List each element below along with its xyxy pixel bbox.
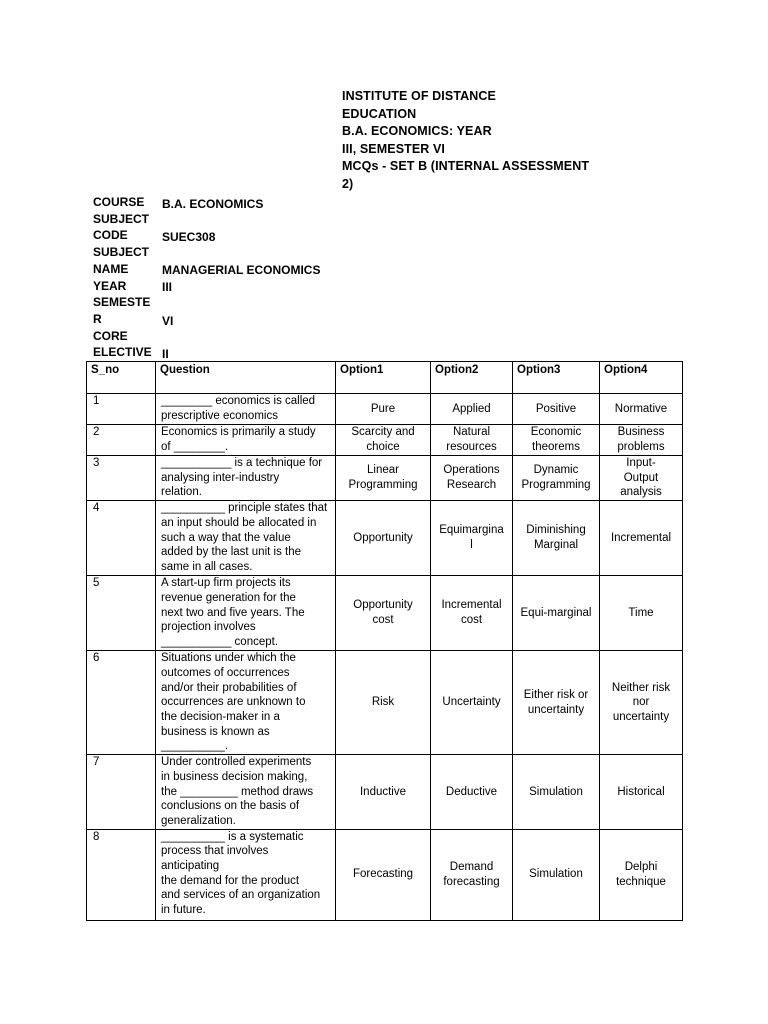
core-label: CORE [93,328,128,343]
question-line: anticipating [161,860,220,873]
question-line: the decision-maker in a [161,710,280,723]
option-line: forecasting [443,875,500,888]
question-line: __________. [161,740,229,753]
option-3-cell [513,456,600,501]
option-line: Output [623,471,659,484]
question-line: of ________. [161,440,229,453]
column-header: Option3 [513,362,600,394]
question-line: ________ economics is called [161,395,316,407]
question-line: Under controlled experiments [161,756,312,769]
question-line: __________ principle states that [161,502,328,515]
option-line: Linear [367,464,399,477]
option-4-cell [600,425,683,456]
question-line: relation. [161,486,202,499]
elective-value: II [162,347,169,361]
column-header: Option2 [431,362,513,394]
semester-label: R [93,311,102,326]
question-line: the demand for the product [161,874,300,887]
option-2-cell [431,829,513,920]
course-value: B.A. ECONOMICS [162,197,264,211]
option-line: Programming [521,479,591,492]
option-1-cell [336,425,431,456]
option-2-cell [431,755,513,830]
table-row [87,651,683,755]
question-line: generalization. [161,814,236,827]
option-4-cell [600,576,683,651]
option-3-cell [513,576,600,651]
option-line: Equi-marginal [520,606,592,619]
option-3-cell [513,425,600,456]
option-line: cost [460,614,483,627]
elective-label: ELECTIVE [93,345,152,360]
option-1-cell [336,394,431,425]
subject-name-label: NAME [93,261,129,276]
option-4-cell [600,501,683,576]
question-text [156,576,336,651]
question-line: an input should be allocated in [161,516,317,529]
question-line: ___________ is a technique for [161,457,323,469]
option-line: Diminishing [526,524,586,537]
question-line: prescriptive economics [161,409,278,422]
title-line: INSTITUTE OF DISTANCE [342,89,496,103]
option-1-cell [336,501,431,576]
option-line: Marginal [533,539,579,552]
option-line: Historical [617,785,665,798]
option-line: Dynamic [533,464,579,477]
column-header: Question [156,362,336,394]
option-1-cell [336,755,431,830]
option-line: Inductive [359,785,407,798]
option-4-cell [600,394,683,425]
option-3-cell [513,651,600,755]
question-line: same in all cases. [161,560,253,573]
table-row [87,755,683,830]
subject-code-value: SUEC308 [162,230,216,244]
question-number: 4 [87,501,156,576]
option-line: Incremental [610,531,672,544]
question-line: Economics is primarily a study [161,426,316,438]
course-label: COURSE [93,195,145,209]
option-line: Risk [371,696,395,709]
option-line: technique [616,875,666,888]
option-line: Time [628,606,654,619]
question-line: such a way that the value [161,531,291,544]
mcq-table [86,361,683,921]
question-line: next two and five years. The [161,606,305,619]
document-title [342,88,602,194]
option-line: Research [446,479,497,492]
table-row [87,394,683,425]
option-line: Neither risk [611,681,671,694]
question-number: 3 [87,456,156,501]
meta-labels [93,194,152,361]
question-number: 6 [87,651,156,755]
option-line: Opportunity [353,599,413,612]
option-line: analysis [620,486,662,499]
option-2-cell [431,425,513,456]
question-number: 1 [87,394,156,425]
option-line: Positive [535,402,577,415]
question-number: 5 [87,576,156,651]
subject-code-label: CODE [93,228,128,243]
table-header-row [87,362,683,394]
question-line: revenue generation for the [161,591,296,604]
question-line: in future. [161,904,206,917]
table-body [87,394,683,921]
question-text [156,456,336,501]
option-line: theorems [532,441,580,453]
question-line: the _________ method draws [161,785,314,798]
option-line: Equimargina [439,524,504,537]
option-3-cell [513,501,600,576]
subject-code-label: SUBJECT [93,211,150,226]
question-line: occurrences are unknown to [161,696,306,709]
year-value: III [162,280,173,294]
option-line: Input- [626,457,656,469]
subject-name-label: SUBJECT [93,245,150,260]
option-4-cell [600,456,683,501]
table-row [87,829,683,920]
table-row [87,576,683,651]
table-row [87,456,683,501]
question-line: and/or their probabilities of [161,681,297,694]
column-header: Option4 [600,362,683,394]
option-3-cell [513,394,600,425]
option-line: Operations [443,464,500,477]
title-line: 2) [342,176,354,191]
table-row [87,425,683,456]
table-row [87,501,683,576]
column-header: S_no [87,362,156,394]
option-2-cell [431,501,513,576]
option-line: Simulation [529,868,583,881]
option-2-cell [431,394,513,425]
question-line: Situations under which the [161,652,296,665]
title-line: III, SEMESTER VI [342,141,446,156]
option-line: nor [632,696,650,709]
option-line: resources [446,441,497,453]
question-line: analysing inter-industry [161,471,280,484]
question-line: ___________ concept. [161,635,279,648]
question-line: in business decision making, [161,770,308,783]
question-line: process that involves [161,845,269,858]
semester-label: SEMESTE [93,295,151,310]
option-line: Opportunity [353,531,413,544]
option-line: Normative [614,402,668,415]
question-text [156,394,336,425]
subject-name-value: MANAGERIAL ECONOMICS [162,263,321,277]
option-line: Either risk or [523,688,589,701]
question-text [156,501,336,576]
option-line: l [470,539,473,552]
question-text [156,829,336,920]
option-line: uncertainty [612,710,670,723]
question-text [156,425,336,456]
option-4-cell [600,651,683,755]
question-line: outcomes of occurrences [161,666,290,679]
option-line: Applied [452,402,491,415]
option-3-cell [513,755,600,830]
option-1-cell [336,456,431,501]
option-1-cell [336,651,431,755]
option-2-cell [431,456,513,501]
option-3-cell [513,829,600,920]
option-line: Business [617,426,665,439]
option-line: Scarcity and [351,426,415,439]
option-4-cell [600,755,683,830]
column-header: Option1 [336,362,431,394]
question-line: A start-up firm projects its [161,577,291,590]
question-number: 2 [87,425,156,456]
option-line: Demand [449,860,494,873]
option-4-cell [600,829,683,920]
question-line: projection involves [161,621,256,634]
question-line: conclusions on the basis of [161,800,300,813]
title-line: EDUCATION [342,106,417,121]
question-text [156,755,336,830]
option-line: Programming [348,479,418,492]
question-number: 8 [87,829,156,920]
option-line: Delphi [624,860,658,873]
option-line: Uncertainty [442,696,501,709]
option-line: cost [372,614,394,627]
option-line: Natural [452,426,491,439]
option-1-cell [336,576,431,651]
question-line: and services of an organization [161,889,321,902]
option-line: Deductive [445,785,498,798]
question-text [156,651,336,755]
option-2-cell [431,651,513,755]
option-line: uncertainty [527,703,585,716]
option-line: problems [617,441,665,453]
option-line: Forecasting [352,868,414,881]
question-line: business is known as [161,725,270,738]
option-line: Economic [530,426,582,439]
option-line: choice [366,441,400,453]
semester-value: VI [162,314,174,328]
option-line: Pure [370,402,396,415]
option-1-cell [336,829,431,920]
option-line: Incremental [441,599,502,612]
option-line: Simulation [529,785,583,798]
option-2-cell [431,576,513,651]
question-line: __________ is a systematic [161,830,304,843]
title-line: MCQs - SET B (INTERNAL ASSESSMENT [342,159,590,174]
year-label: YEAR [93,278,127,293]
title-line: B.A. ECONOMICS: YEAR [342,124,492,139]
question-number: 7 [87,755,156,830]
question-line: added by the last unit is the [161,546,302,559]
